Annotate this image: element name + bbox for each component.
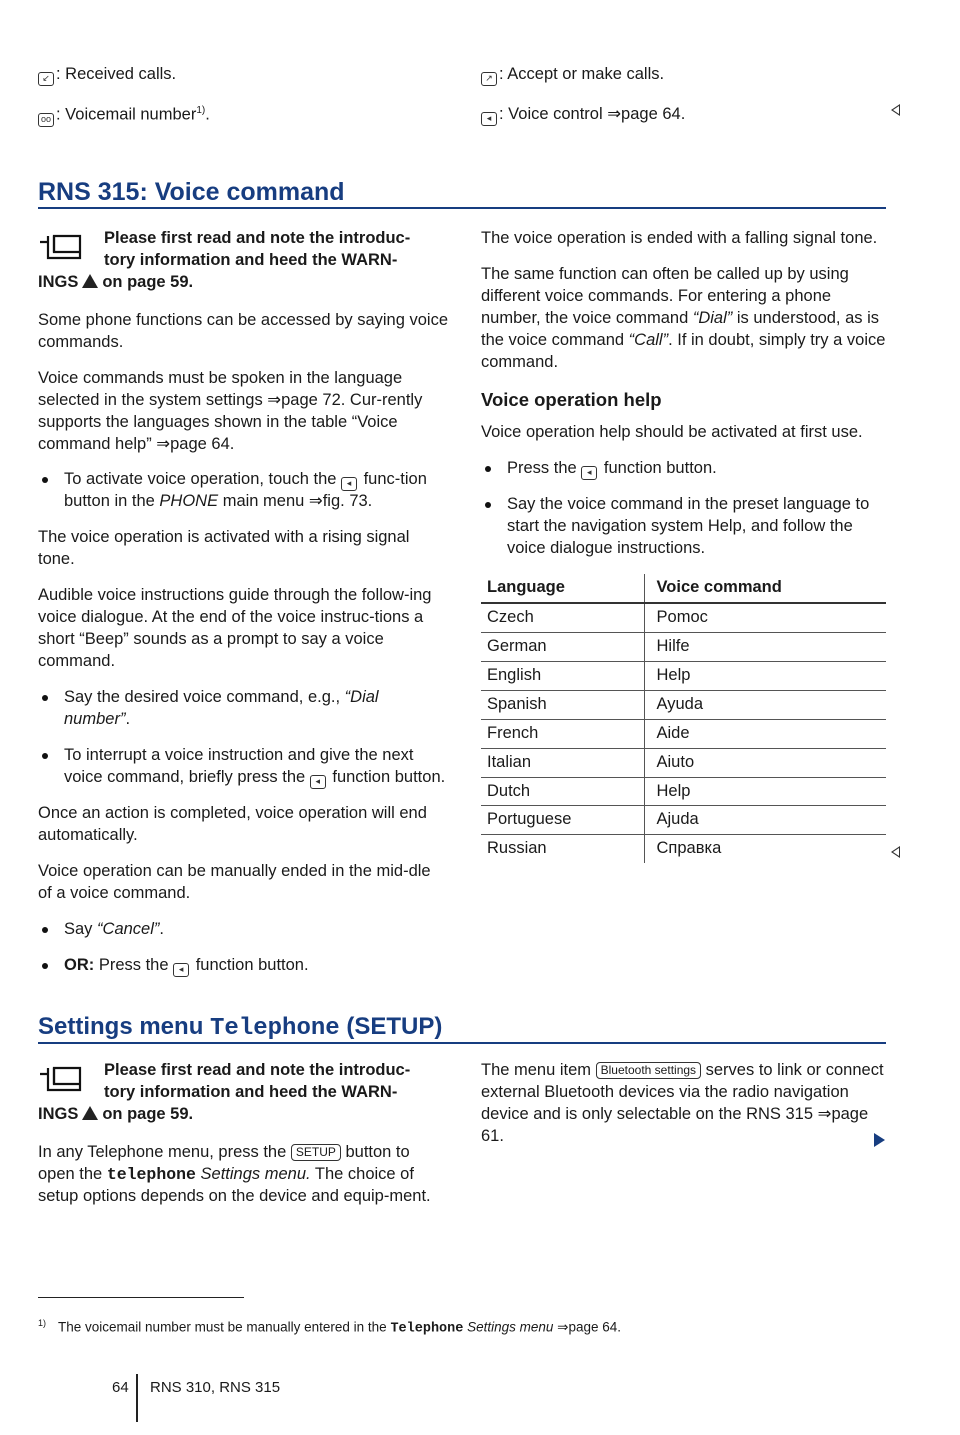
section-title-voice-command: RNS 315: Voice command: [38, 178, 345, 206]
accept-call-icon: ↗: [481, 72, 497, 86]
warning-icon: [82, 1106, 98, 1120]
settings-left-column: Please first read and note the introduc- tory information and heed the WARN- INGS on page 59. In any Telephone menu, press the SETUP button to open the telephone Settings menu. The choice of setup options depends on the device and equip-ment.: [38, 1060, 448, 1222]
voice-help-table: [481, 574, 886, 863]
footer-models: RNS 310, RNS 315: [150, 1379, 281, 1396]
bullet-press-function: Press the ◂ function button.: [481, 458, 886, 480]
section-title-settings-menu: Settings menu Telephone (SETUP): [38, 1013, 443, 1042]
section-rule: [38, 1042, 886, 1044]
table-row: English Help: [481, 661, 886, 690]
bluetooth-settings-key: Bluetooth settings: [596, 1062, 701, 1079]
received-calls-line: ↙ : Received calls.: [38, 64, 458, 86]
settings-right-column: The menu item Bluetooth settings serves to link or connect external Bluetooth devices via the radio navigation device and is only selectable on the RNS 315 ⇒page 61.: [481, 1061, 884, 1145]
table-header-command: Voice command: [644, 574, 886, 603]
book-icon: [38, 234, 90, 260]
voice-control-icon: ◂: [481, 112, 497, 126]
warning-icon: [82, 274, 98, 288]
continued-arrow-icon: [874, 1133, 885, 1147]
table-row: Portuguese Ajuda: [481, 806, 886, 835]
read-note: Please first read and note the introduc- tory information and heed the WARN- INGS on page 59.: [38, 229, 411, 291]
section-rule: [38, 207, 886, 209]
footnote-rule: [38, 1297, 244, 1298]
setup-key: SETUP: [291, 1144, 341, 1161]
table-row: French Aide: [481, 719, 886, 748]
bullet-activate: To activate voice operation, touch the ◂ func-tion button in the PHONE main menu ⇒fig. 73.: [38, 469, 448, 513]
table-header-row: [481, 574, 886, 603]
voice-control-icon: ◂: [310, 775, 326, 789]
table-row: Italian Aiuto: [481, 748, 886, 777]
bullet-cancel: Say “Cancel”.: [38, 919, 448, 941]
bullet-interrupt: To interrupt a voice instruction and give the next voice command, briefly press the ◂ function button.: [38, 745, 448, 789]
voice-control-icon: ◂: [173, 963, 189, 977]
top-left-lines: [38, 64, 458, 141]
page-number: 64: [112, 1379, 129, 1396]
book-icon: [38, 1066, 90, 1092]
voicemail-icon: oo: [38, 113, 54, 127]
voice-command-right-column: The voice operation is ended with a falling signal tone. The same function can often be called up by using different voice commands. For entering a phone number, the voice command “Dial” is understood, as is the voice command “Call”. If in doubt, simply try a voice command. Voice operation help Voice operation help should be activated at first use. Press the ◂ function button. Say the voice command in the preset language to start the navigation system Help, and follow the voice dialogue instructions. Language Voice command Czech Pomoc German Hilfe English Help Spanish Ayuda French Aide Italian Aiuto Dutch Help Portuguese Ajuda Russian Справка: [481, 228, 886, 863]
section-end-marker-icon: [891, 846, 900, 858]
voice-control-line: ◂ : Voice control ⇒page 64.: [481, 104, 901, 126]
footer-divider: [136, 1374, 138, 1422]
voice-command-left-column: Please first read and note the introduc- tory information and heed the WARN- INGS on page 59. Some phone functions can be accessed by saying voice commands. Voice commands must be spoken in the language selected in the system settings ⇒page 72. Cur-rently supports the languages shown in the table “Voice command help” ⇒page 64. To activate voice operation, touch the ◂ func-tion button in the PHONE main menu ⇒fig. 73. The voice operation is activated with a rising signal tone. Audible voice instructions guide through the follow-ing voice dialogue. At the end of the voice instruc-tions a short “Beep” sounds as a prompt to say a voice command. Say the desired voice command, e.g., “Dial number”. To interrupt a voice instruction and give the next voice command, briefly press the ◂ function button. Once an action is completed, voice operation will end automatically. Voice operation can be manually ended in the mid-dle of a voice command. Say “Cancel”. OR: Press the ◂ function button.: [38, 228, 448, 991]
voice-operation-help-heading: Voice operation help: [481, 388, 662, 410]
footnote: $^{1)}$ The voicemail number must be manually entered in the Telephone Settings menu ⇒page 64.: [38, 1318, 622, 1337]
voice-control-icon: ◂: [581, 466, 597, 480]
received-calls-icon: ↙: [38, 72, 54, 86]
bullet-say-command: Say the desired voice command, e.g., “Dial number”.: [38, 687, 448, 731]
table-row: Spanish Ayuda: [481, 690, 886, 719]
table-row: Dutch Help: [481, 777, 886, 806]
table-row: Czech Pomoc: [481, 603, 886, 632]
table-row: Russian Справка: [481, 835, 886, 863]
section-end-marker-icon: [891, 104, 900, 116]
table-header-language: Language: [481, 574, 644, 603]
accept-calls-line: ↗ : Accept or make calls.: [481, 64, 901, 86]
voicemail-line: oo : Voicemail number$^{1)}$.: [38, 104, 458, 127]
bullet-or-press: OR: Press the ◂ function button.: [38, 955, 448, 977]
read-note: Please first read and note the introduc- tory information and heed the WARN- INGS on page 59.: [38, 1061, 411, 1123]
table-row: German Hilfe: [481, 632, 886, 661]
voice-control-icon: ◂: [341, 477, 357, 491]
top-right-lines: [481, 64, 901, 140]
bullet-say-help: Say the voice command in the preset language to start the navigation system Help, and follow the voice dialogue instructions.: [481, 494, 886, 560]
